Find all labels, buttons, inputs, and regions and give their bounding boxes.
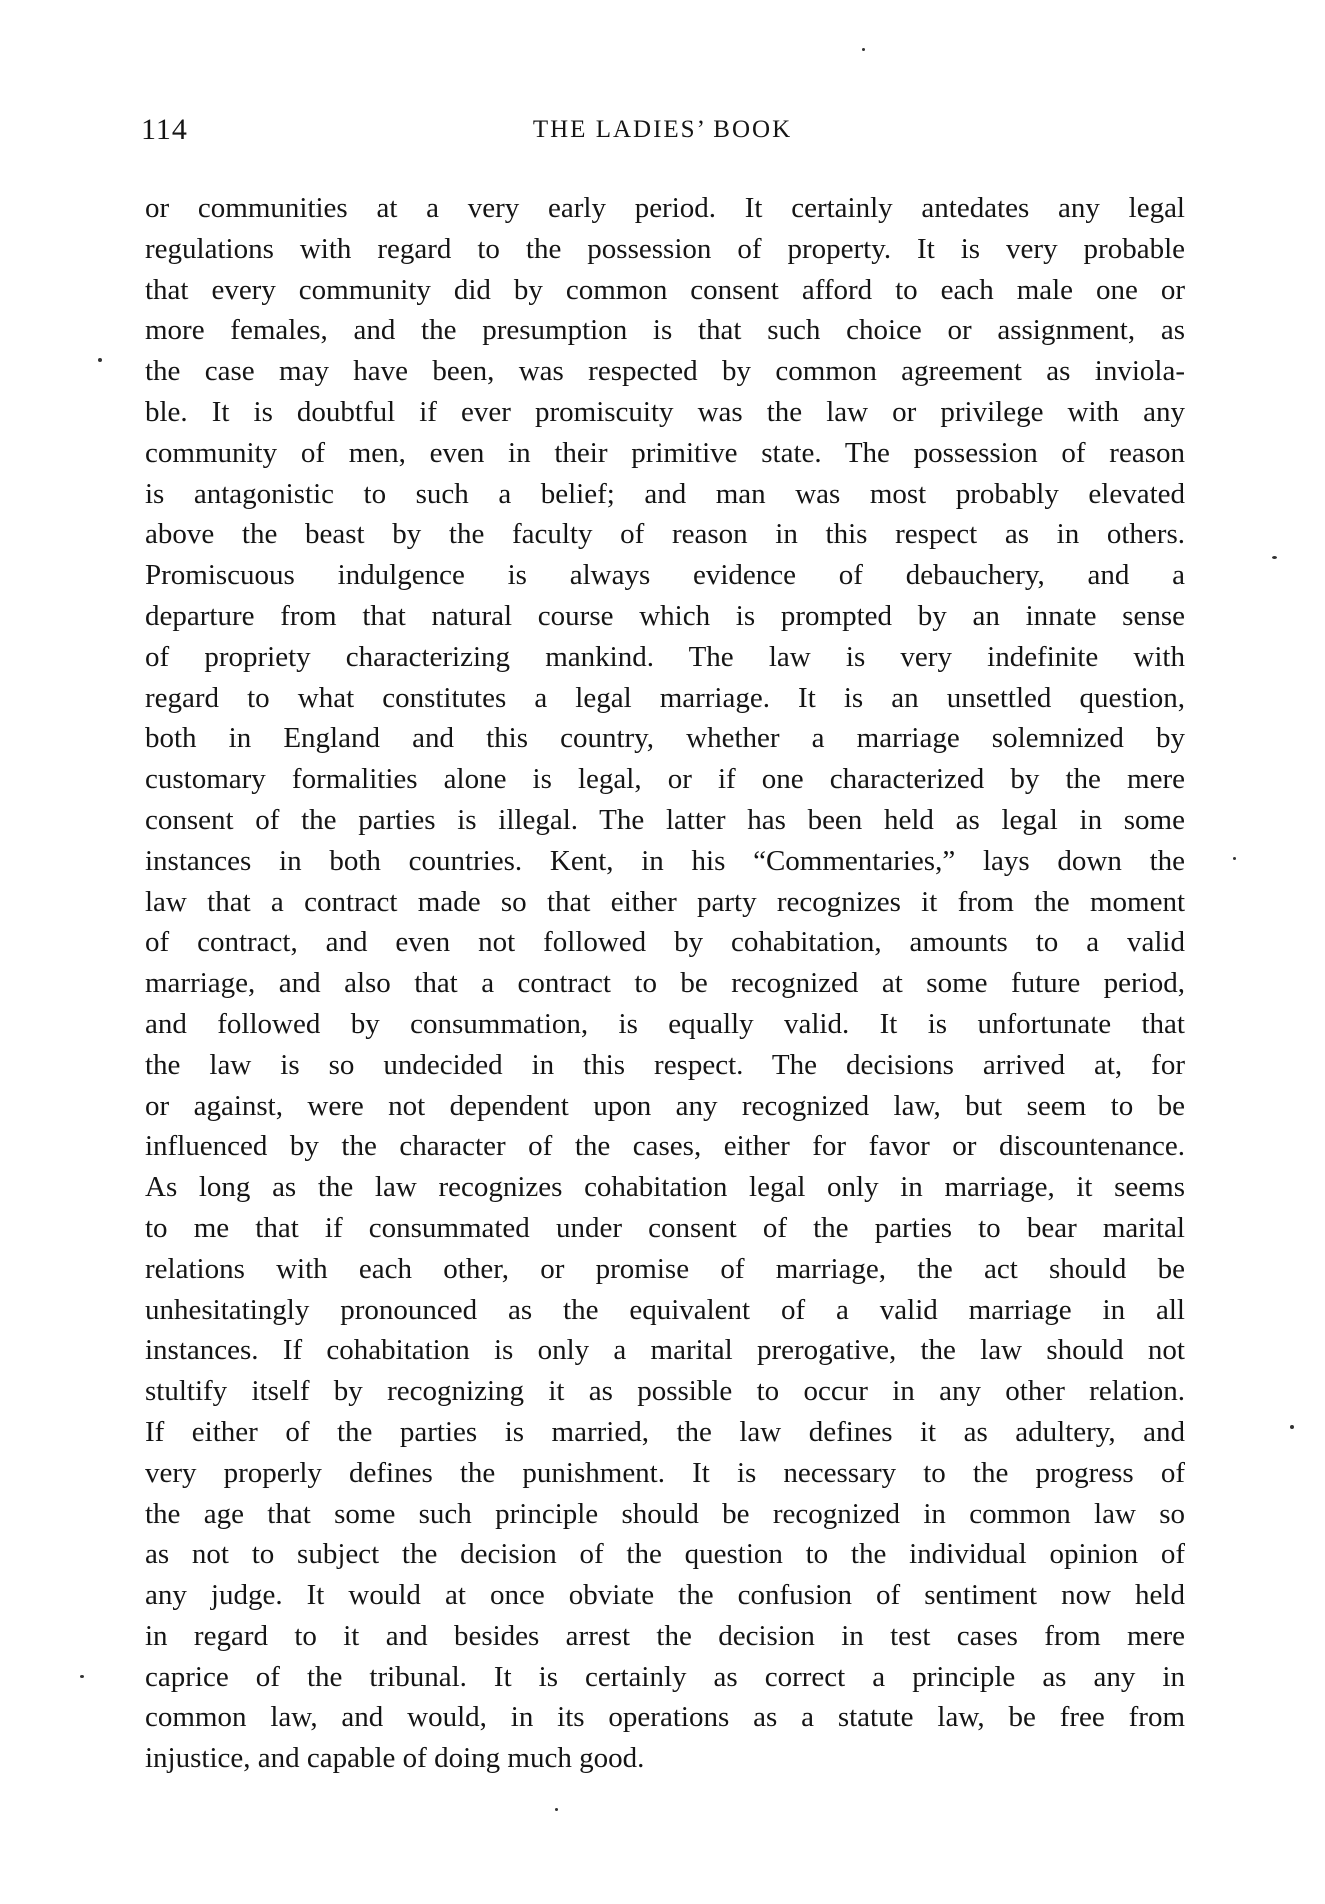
text-line: law that a contract made so that either party recognizes it from the moment bbox=[145, 885, 1185, 918]
text-line: regard to what constitutes a legal marriage. It is an unsettled question, bbox=[145, 681, 1185, 714]
running-title: THE LADIES’ BOOK bbox=[532, 116, 793, 143]
text-line: that every community did by common consent afford to each male one or bbox=[145, 273, 1185, 306]
text-line: of contract, and even not followed by cohabitation, amounts to a valid bbox=[145, 926, 1185, 959]
text-line: and followed by consummation, is equally valid. It is unfortunate that bbox=[145, 1007, 1185, 1040]
text-line: relations with each other, or promise of marriage, the act should be bbox=[145, 1252, 1185, 1285]
text-line: regulations with regard to the possession of property. It is very probable bbox=[145, 232, 1185, 265]
page-number: 114 bbox=[141, 113, 188, 146]
text-line: more females, and the presumption is that such choice or assignment, as bbox=[145, 314, 1185, 347]
text-line: to me that if consummated under consent of the parties to bear marital bbox=[145, 1211, 1185, 1244]
text-line: both in England and this country, whether a marriage solemnized by bbox=[145, 722, 1185, 755]
text-line: the age that some such principle should be recognized in common law so bbox=[145, 1497, 1185, 1530]
text-line: marriage, and also that a contract to be recognized at some future period, bbox=[145, 967, 1185, 1000]
text-line: influenced by the character of the cases, either for favor or discountenance. bbox=[145, 1130, 1185, 1163]
text-line: the law is so undecided in this respect. The decisions arrived at, for bbox=[145, 1048, 1185, 1081]
text-line: is antagonistic to such a belief; and man was most probably elevated bbox=[145, 477, 1185, 510]
text-line: instances in both countries. Kent, in his “Commentaries,” lays down the bbox=[145, 844, 1185, 877]
text-line: injustice, and capable of doing much good. bbox=[145, 1742, 645, 1775]
scan-speck bbox=[1272, 556, 1277, 559]
text-line: community of men, even in their primitive state. The possession of reason bbox=[145, 436, 1185, 469]
text-line: ble. It is doubtful if ever promiscuity was the law or privilege with any bbox=[145, 395, 1185, 428]
text-line: of propriety characterizing mankind. The law is very indefinite with bbox=[145, 640, 1185, 673]
text-line: As long as the law recognizes cohabitation legal only in marriage, it seems bbox=[145, 1171, 1185, 1204]
scan-speck bbox=[555, 1808, 558, 1811]
text-line: stultify itself by recognizing it as possible to occur in any other relation. bbox=[145, 1375, 1185, 1408]
text-line: instances. If cohabitation is only a marital prerogative, the law should not bbox=[145, 1334, 1185, 1367]
scan-speck bbox=[98, 358, 102, 362]
text-line: any judge. It would at once obviate the confusion of sentiment now held bbox=[145, 1579, 1185, 1612]
text-line: unhesitatingly pronounced as the equivalent of a valid marriage in all bbox=[145, 1293, 1185, 1326]
text-line: or communities at a very early period. It certainly antedates any legal bbox=[145, 192, 1185, 224]
text-line: the case may have been, was respected by common agreement as inviola- bbox=[145, 355, 1185, 388]
scan-speck bbox=[862, 48, 865, 51]
body-paragraph bbox=[145, 188, 1185, 1779]
text-line: customary formalities alone is legal, or if one characterized by the mere bbox=[145, 763, 1185, 796]
text-line: in regard to it and besides arrest the decision in test cases from mere bbox=[145, 1619, 1185, 1652]
text-line: very properly defines the punishment. It is necessary to the progress of bbox=[145, 1456, 1185, 1489]
text-line: common law, and would, in its operations as a statute law, be free from bbox=[145, 1701, 1185, 1734]
text-line: or against, were not dependent upon any recognized law, but seem to be bbox=[145, 1089, 1185, 1122]
text-line: caprice of the tribunal. It is certainly as correct a principle as any in bbox=[145, 1660, 1185, 1693]
text-line: as not to subject the decision of the question to the individual opinion of bbox=[145, 1538, 1185, 1571]
scan-speck bbox=[80, 1675, 84, 1678]
text-line: Promiscuous indulgence is always evidence of debauchery, and a bbox=[145, 559, 1185, 592]
text-line: departure from that natural course which is prompted by an innate sense bbox=[145, 599, 1185, 632]
scan-speck bbox=[1290, 1425, 1294, 1429]
text-line: If either of the parties is married, the law defines it as adultery, and bbox=[145, 1415, 1185, 1448]
scan-speck bbox=[1233, 857, 1236, 860]
text-line: consent of the parties is illegal. The latter has been held as legal in some bbox=[145, 803, 1185, 836]
text-line: above the beast by the faculty of reason in this respect as in others. bbox=[145, 518, 1185, 551]
